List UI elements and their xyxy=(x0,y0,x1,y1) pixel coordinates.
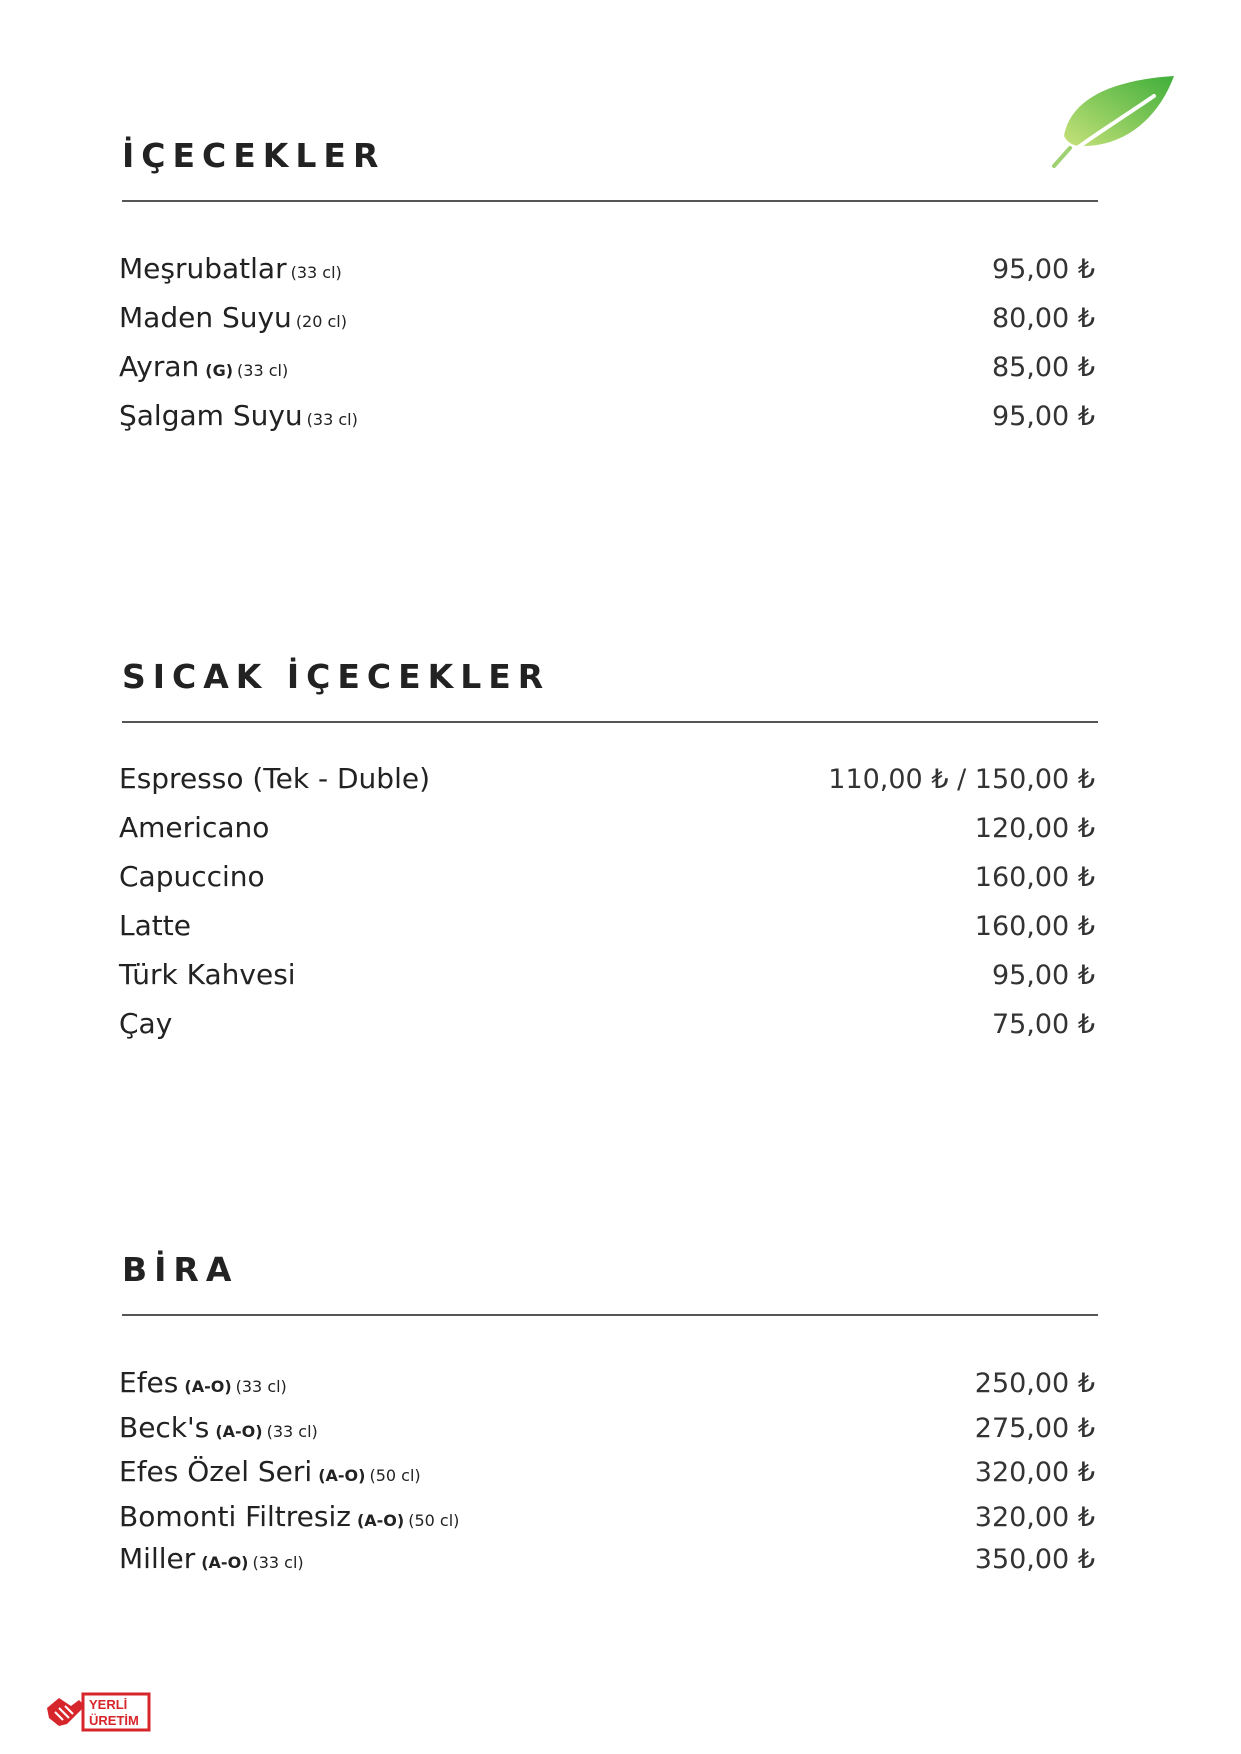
menu-item xyxy=(119,1411,1095,1444)
item-name-wrap xyxy=(119,1411,318,1444)
item-volume: (20 cl) xyxy=(295,312,347,331)
section-divider xyxy=(122,200,1098,202)
item-name: Espresso (Tek - Duble) xyxy=(119,762,431,795)
item-name: Latte xyxy=(119,909,191,942)
item-name-wrap xyxy=(119,399,358,432)
menu-item xyxy=(119,252,1095,285)
item-tag: (A-O) xyxy=(318,1466,366,1485)
item-name-wrap xyxy=(119,350,288,383)
leaf-icon xyxy=(1050,74,1175,170)
menu-item xyxy=(119,350,1095,383)
item-volume: (33 cl) xyxy=(306,410,358,429)
menu-item xyxy=(119,1500,1095,1533)
svg-text:YERLİ: YERLİ xyxy=(89,1697,128,1712)
menu-item xyxy=(119,860,1095,893)
item-price: 350,00 ₺ xyxy=(974,1544,1095,1575)
section-title-bira: BİRA xyxy=(122,1250,239,1289)
item-name: Türk Kahvesi xyxy=(119,958,296,991)
handshake-icon xyxy=(47,1698,85,1726)
yerli-uretim-badge xyxy=(45,1690,151,1734)
item-price: 95,00 ₺ xyxy=(991,401,1095,432)
item-name: Miller xyxy=(119,1542,196,1575)
item-price: 80,00 ₺ xyxy=(991,303,1095,334)
menu-item xyxy=(119,399,1095,432)
menu-item xyxy=(119,1542,1095,1575)
item-tag: (A-O) xyxy=(215,1422,263,1441)
menu-item xyxy=(119,909,1095,942)
item-volume: (33 cl) xyxy=(237,361,289,380)
section-title-icecekler: İÇECEKLER xyxy=(122,136,386,175)
item-name-wrap xyxy=(119,1542,304,1575)
item-price: 85,00 ₺ xyxy=(991,352,1095,383)
item-price: 320,00 ₺ xyxy=(974,1502,1095,1533)
item-price: 120,00 ₺ xyxy=(974,813,1095,844)
item-name: Maden Suyu xyxy=(119,301,292,334)
section-divider xyxy=(122,721,1098,723)
item-volume: (33 cl) xyxy=(235,1377,287,1396)
item-name: Beck's xyxy=(119,1411,210,1444)
item-tag: (A-O) xyxy=(201,1553,249,1572)
menu-item xyxy=(119,301,1095,334)
item-name: Americano xyxy=(119,811,270,844)
section-title-sicak-icecekler: SICAK İÇECEKLER xyxy=(122,657,551,696)
menu-item xyxy=(119,1455,1095,1488)
item-name-wrap xyxy=(119,1366,287,1399)
svg-text:ÜRETİM: ÜRETİM xyxy=(89,1713,139,1728)
item-name-wrap xyxy=(119,301,347,334)
item-volume: (33 cl) xyxy=(290,263,342,282)
item-price: 95,00 ₺ xyxy=(991,254,1095,285)
item-volume: (50 cl) xyxy=(369,1466,421,1485)
item-volume: (33 cl) xyxy=(266,1422,318,1441)
item-name-wrap xyxy=(119,1455,421,1488)
item-price: 95,00 ₺ xyxy=(991,960,1095,991)
menu-item xyxy=(119,811,1095,844)
item-name-wrap xyxy=(119,252,342,285)
item-tag: (A-O) xyxy=(356,1511,405,1530)
item-price: 320,00 ₺ xyxy=(974,1457,1095,1488)
section-divider xyxy=(122,1314,1098,1316)
menu-item xyxy=(119,762,1095,795)
item-name: Ayran xyxy=(119,350,200,383)
item-tag: (A-O) xyxy=(184,1377,232,1396)
item-tag: (G) xyxy=(205,361,234,380)
item-name: Meşrubatlar xyxy=(119,252,287,285)
item-volume: (50 cl) xyxy=(408,1511,460,1530)
item-name: Efes xyxy=(119,1366,179,1399)
menu-item xyxy=(119,1366,1095,1399)
menu-item xyxy=(119,1007,1095,1040)
item-name: Capuccino xyxy=(119,860,265,893)
item-price: 110,00 ₺ / 150,00 ₺ xyxy=(828,764,1095,795)
item-name-wrap xyxy=(119,1500,459,1533)
item-name: Bomonti Filtresiz xyxy=(119,1500,351,1533)
item-price: 160,00 ₺ xyxy=(974,911,1095,942)
item-name: Şalgam Suyu xyxy=(119,399,303,432)
item-name: Çay xyxy=(119,1007,173,1040)
item-price: 250,00 ₺ xyxy=(974,1368,1095,1399)
menu-item xyxy=(119,958,1095,991)
item-price: 275,00 ₺ xyxy=(974,1413,1095,1444)
item-price: 75,00 ₺ xyxy=(991,1009,1095,1040)
item-price: 160,00 ₺ xyxy=(974,862,1095,893)
item-name: Efes Özel Seri xyxy=(119,1455,313,1488)
item-volume: (33 cl) xyxy=(252,1553,304,1572)
